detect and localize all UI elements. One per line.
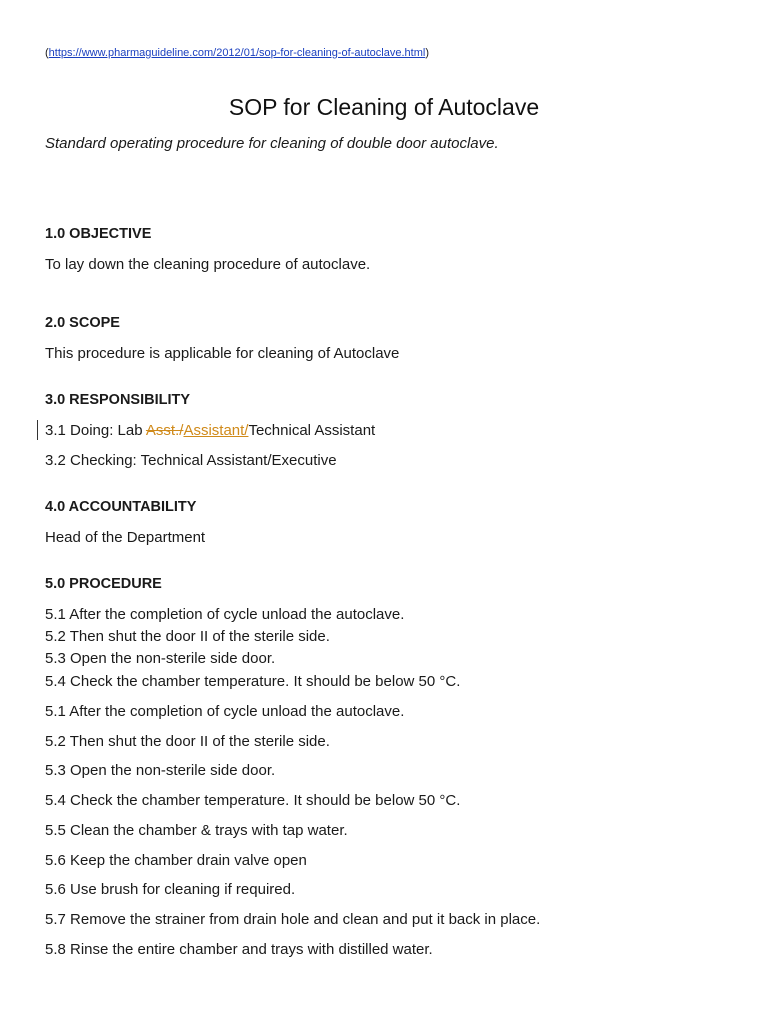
responsibility-checking: 3.2 Checking: Technical Assistant/Executive — [45, 452, 337, 469]
close-paren: ) — [425, 47, 429, 59]
responsibility-doing — [45, 422, 375, 439]
objective-heading: 1.0 OBJECTIVE — [45, 226, 152, 242]
accountability-text: Head of the Department — [45, 529, 206, 546]
document-title: SOP for Cleaning of Autoclave — [228, 94, 540, 120]
procedure-step: 5.6 Use brush for cleaning if required. — [45, 881, 296, 898]
procedure-step: 5.3 Open the non-sterile side door. — [45, 650, 276, 667]
document-subtitle: Standard operating procedure for cleaning of double door autoclave. — [45, 135, 499, 152]
procedure-step: 5.4 Check the chamber temperature. It should be below 50 °C. — [45, 792, 461, 809]
procedure-step: 5.5 Clean the chamber & trays with tap water. — [45, 822, 348, 839]
tracked-change-bar — [37, 420, 38, 440]
deleted-text: Asst./ — [145, 422, 184, 439]
procedure-step: 5.3 Open the non-sterile side door. — [45, 762, 276, 779]
procedure-step: 5.1 After the completion of cycle unload the autoclave. — [45, 703, 405, 720]
scope-text: This procedure is applicable for cleaning of Autoclave — [45, 345, 400, 362]
procedure-step: 5.2 Then shut the door II of the sterile side. — [45, 628, 330, 645]
scope-heading: 2.0 SCOPE — [45, 315, 120, 331]
objective-text: To lay down the cleaning procedure of autoclave. — [45, 256, 371, 273]
procedure-step: 5.6 Keep the chamber drain valve open — [45, 852, 307, 869]
open-paren: ( — [45, 47, 49, 59]
responsibility-heading: 3.0 RESPONSIBILITY — [45, 392, 191, 408]
procedure-step: 5.8 Rinse the entire chamber and trays with distilled water. — [45, 941, 433, 958]
accountability-heading: 4.0 ACCOUNTABILITY — [45, 499, 197, 515]
procedure-step: 5.2 Then shut the door II of the sterile side. — [45, 733, 330, 750]
doing-prefix: 3.1 Doing: Lab — [45, 422, 146, 439]
procedure-step: 5.4 Check the chamber temperature. It should be below 50 °C. — [45, 673, 461, 690]
source-link-line — [45, 47, 429, 59]
doing-suffix: Technical Assistant — [248, 422, 376, 439]
inserted-text: Assistant/ — [183, 422, 249, 439]
procedure-step: 5.7 Remove the strainer from drain hole and clean and put it back in place. — [45, 911, 541, 928]
procedure-heading: 5.0 PROCEDURE — [45, 576, 162, 592]
source-url-link[interactable]: https://www.pharmaguideline.com/2012/01/sop-for-cleaning-of-autoclave.html — [48, 47, 426, 59]
procedure-step: 5.1 After the completion of cycle unload the autoclave. — [45, 606, 405, 623]
